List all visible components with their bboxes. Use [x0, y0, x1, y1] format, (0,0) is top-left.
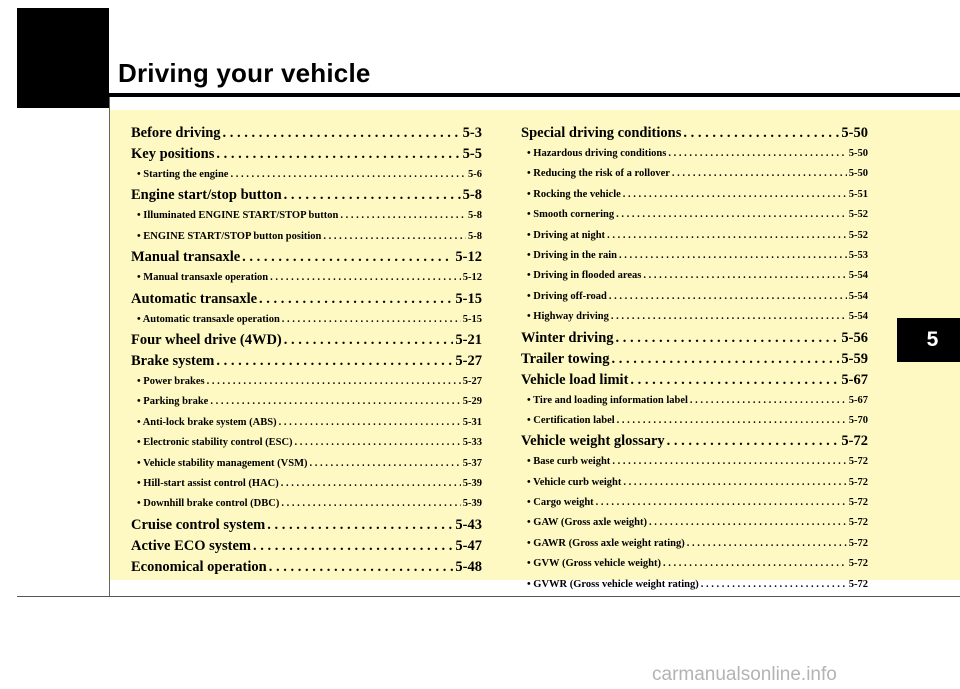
- toc-leader-dots: [611, 349, 839, 370]
- toc-entry-label: Vehicle load limit: [521, 371, 629, 388]
- toc-entry-page: 5-3: [462, 125, 482, 141]
- toc-leader-dots: [267, 515, 453, 536]
- toc-entry-label: Before driving: [131, 125, 221, 141]
- toc-section-entry[interactable]: [521, 123, 868, 144]
- toc-subsection-entry[interactable]: [131, 227, 482, 247]
- toc-leader-dots: [270, 268, 461, 288]
- toc-entry-page: 5-54: [848, 290, 868, 302]
- toc-entry-page: 5-31: [462, 416, 482, 428]
- toc-entry-page: 5-59: [841, 350, 868, 367]
- toc-leader-dots: [282, 310, 461, 330]
- left-vertical-rule: [109, 97, 110, 597]
- toc-entry-label: Cruise control system: [131, 516, 266, 533]
- toc-entry-label: • GAWR (Gross axle weight rating): [527, 537, 685, 549]
- toc-subsection-entry[interactable]: [521, 575, 868, 595]
- toc-entry-label: • Illuminated ENGINE START/STOP button: [137, 210, 339, 222]
- toc-entry-label: • Rocking the vehicle: [527, 188, 621, 200]
- toc-leader-dots: [663, 554, 847, 574]
- toc-leader-dots: [242, 247, 453, 268]
- toc-entry-label: Economical operation: [131, 558, 267, 575]
- toc-entry-page: 5-33: [462, 437, 482, 449]
- toc-entry-page: 5-43: [455, 516, 482, 533]
- toc-section-entry[interactable]: [521, 328, 868, 349]
- toc-section-entry[interactable]: [131, 536, 482, 557]
- toc-entry-page: 5-48: [455, 558, 482, 575]
- toc-subsection-entry[interactable]: [521, 144, 868, 164]
- toc-subsection-entry[interactable]: [521, 164, 868, 184]
- toc-leader-dots: [216, 144, 460, 165]
- toc-entry-label: Vehicle weight glossary: [521, 433, 665, 450]
- toc-subsection-entry[interactable]: [131, 372, 482, 392]
- toc-subsection-entry[interactable]: [521, 307, 868, 327]
- toc-subsection-entry[interactable]: [521, 246, 868, 266]
- toc-leader-dots: [683, 123, 839, 144]
- toc-subsection-entry[interactable]: [521, 185, 868, 205]
- toc-section-entry[interactable]: [131, 144, 482, 165]
- toc-entry-page: 5-53: [848, 249, 868, 261]
- toc-entry-label: • Parking brake: [137, 396, 209, 408]
- toc-entry-label: • Vehicle curb weight: [527, 476, 622, 488]
- toc-subsection-entry[interactable]: [131, 413, 482, 433]
- toc-leader-dots: [649, 513, 847, 533]
- toc-subsection-entry[interactable]: [521, 554, 868, 574]
- toc-entry-label: Brake system: [131, 352, 215, 369]
- toc-leader-dots: [612, 452, 846, 472]
- toc-entry-page: 5-47: [455, 537, 482, 554]
- toc-entry-page: 5-39: [462, 498, 482, 510]
- toc-entry-label: Four wheel drive (4WD): [131, 331, 282, 348]
- toc-entry-label: • Base curb weight: [527, 456, 611, 468]
- toc-entry-page: 5-72: [841, 433, 868, 450]
- toc-entry-page: 5-29: [462, 396, 482, 408]
- toc-entry-label: • Driving at night: [527, 229, 606, 241]
- toc-subsection-entry[interactable]: [521, 452, 868, 472]
- toc-entry-page: 5-8: [468, 230, 482, 242]
- toc-entry-label: • Driving off-road: [527, 290, 607, 302]
- toc-leader-dots: [253, 536, 453, 557]
- toc-entry-label: • Tire and loading information label: [527, 394, 688, 406]
- toc-entry-label: Special driving conditions: [521, 125, 682, 141]
- toc-entry-label: • ENGINE START/STOP button position: [137, 230, 322, 242]
- toc-leader-dots: [616, 205, 847, 225]
- toc-entry-label: • Certification label: [527, 414, 615, 426]
- toc-entry-page: 5-72: [848, 497, 868, 509]
- chapter-number: 5: [926, 328, 939, 351]
- toc-entry-page: 5-27: [455, 352, 482, 369]
- toc-leader-dots: [619, 246, 847, 266]
- toc-leader-dots: [230, 165, 466, 185]
- toc-section-entry[interactable]: [521, 431, 868, 452]
- toc-leader-dots: [295, 433, 461, 453]
- toc-entry-page: 5-12: [455, 249, 482, 266]
- toc-subsection-entry[interactable]: [131, 494, 482, 514]
- toc-entry-page: 5-72: [848, 537, 868, 549]
- toc-entry-label: • Smooth cornering: [527, 209, 615, 221]
- toc-subsection-entry[interactable]: [521, 493, 868, 513]
- toc-subsection-entry[interactable]: [131, 268, 482, 288]
- toc-subsection-entry[interactable]: [131, 206, 482, 226]
- toc-leader-dots: [259, 289, 453, 310]
- watermark: carmanualsonline.info: [652, 664, 837, 685]
- toc-entry-page: 5-6: [468, 169, 482, 180]
- toc-leader-dots: [701, 575, 847, 595]
- title-underline: [109, 93, 960, 97]
- toc-entry-page: 5-8: [468, 210, 482, 222]
- toc-subsection-entry[interactable]: [521, 226, 868, 246]
- toc-section-entry[interactable]: [131, 351, 482, 372]
- toc-entry-label: • Vehicle stability management (VSM): [137, 457, 308, 469]
- toc-subsection-entry[interactable]: [521, 205, 868, 225]
- bottom-rule: [17, 596, 960, 597]
- toc-entry-label: • Starting the engine: [137, 169, 229, 180]
- toc-entry-page: 5-51: [848, 188, 868, 200]
- toc-leader-dots: [323, 227, 466, 247]
- toc-entry-page: 5-37: [462, 457, 482, 469]
- toc-section-entry[interactable]: [521, 370, 868, 391]
- toc-entry-page: 5-39: [462, 477, 482, 489]
- toc-leader-dots: [210, 392, 460, 412]
- toc-entry-label: • GAW (Gross axle weight): [527, 517, 647, 529]
- toc-section-entry[interactable]: [521, 349, 868, 370]
- toc-subsection-entry[interactable]: [131, 392, 482, 412]
- toc-entry-page: 5-5: [462, 146, 482, 162]
- toc-entry-label: • Driving in flooded areas: [527, 270, 642, 282]
- toc-subsection-entry[interactable]: [521, 391, 868, 411]
- toc-leader-dots: [607, 226, 847, 246]
- toc-entry-page: 5-72: [848, 558, 868, 570]
- toc-leader-dots: [643, 266, 846, 286]
- toc-leader-dots: [279, 413, 461, 433]
- toc-entry-label: • Hazardous driving conditions: [527, 148, 667, 159]
- toc-entry-page: 5-50: [848, 168, 868, 180]
- toc-entry-label: Winter driving: [521, 329, 614, 346]
- toc-section-entry[interactable]: [131, 557, 482, 578]
- toc-entry-page: 5-8: [462, 187, 482, 204]
- toc-subsection-entry[interactable]: [521, 473, 868, 493]
- toc-entry-page: 5-15: [462, 313, 482, 325]
- toc-entry-page: 5-52: [848, 229, 868, 241]
- toc-leader-dots: [617, 411, 847, 431]
- toc-leader-dots: [630, 370, 839, 391]
- toc-entry-page: 5-21: [455, 331, 482, 348]
- toc-leader-dots: [281, 474, 461, 494]
- toc-entry-page: 5-67: [848, 394, 868, 406]
- toc-subsection-entry[interactable]: [521, 534, 868, 554]
- toc-entry-label: • Hill-start assist control (HAC): [137, 477, 279, 489]
- toc-right-column: [521, 123, 868, 595]
- toc-leader-dots: [667, 431, 840, 452]
- toc-leader-dots: [207, 372, 461, 392]
- toc-entry-label: Key positions: [131, 146, 215, 162]
- toc-leader-dots: [284, 330, 454, 351]
- toc-leader-dots: [216, 351, 453, 372]
- toc-entry-page: 5-72: [848, 517, 868, 529]
- toc-entry-label: • Anti-lock brake system (ABS): [137, 416, 277, 428]
- toc-subsection-entry[interactable]: [521, 513, 868, 533]
- toc-entry-page: 5-15: [455, 290, 482, 307]
- toc-subsection-entry[interactable]: [521, 411, 868, 431]
- toc-entry-label: • Driving in the rain: [527, 249, 618, 261]
- toc-entry-label: • Highway driving: [527, 311, 609, 323]
- toc-subsection-entry[interactable]: [131, 310, 482, 330]
- toc-leader-dots: [596, 493, 847, 513]
- toc-left-column: [131, 123, 482, 578]
- toc-entry-label: • Downhill brake control (DBC): [137, 498, 280, 510]
- toc-entry-page: 5-52: [848, 209, 868, 221]
- toc-subsection-entry[interactable]: [131, 433, 482, 453]
- toc-entry-page: 5-72: [848, 476, 868, 488]
- toc-entry-page: 5-54: [848, 270, 868, 282]
- toc-entry-label: • GVW (Gross vehicle weight): [527, 558, 661, 570]
- toc-entry-page: 5-54: [848, 311, 868, 323]
- toc-entry-label: Engine start/stop button: [131, 187, 282, 204]
- toc-entry-page: 5-67: [841, 371, 868, 388]
- toc-leader-dots: [609, 287, 847, 307]
- toc-leader-dots: [690, 391, 847, 411]
- toc-entry-page: 5-50: [848, 148, 868, 159]
- toc-section-entry[interactable]: [131, 515, 482, 536]
- toc-leader-dots: [269, 557, 454, 578]
- toc-section-entry[interactable]: [131, 289, 482, 310]
- toc-entry-page: 5-72: [848, 578, 868, 590]
- toc-entry-page: 5-72: [848, 456, 868, 468]
- toc-subsection-entry[interactable]: [131, 474, 482, 494]
- toc-entry-page: 5-27: [462, 375, 482, 387]
- toc-leader-dots: [616, 328, 840, 349]
- toc-entry-page: 5-70: [848, 414, 868, 426]
- toc-subsection-entry[interactable]: [521, 287, 868, 307]
- toc-leader-dots: [340, 206, 466, 226]
- page-title: Driving your vehicle: [118, 58, 371, 88]
- toc-section-entry[interactable]: [131, 185, 482, 206]
- toc-entry-label: Active ECO system: [131, 537, 252, 554]
- toc-leader-dots: [611, 307, 847, 327]
- toc-entry-label: Automatic transaxle: [131, 290, 258, 307]
- toc-subsection-entry[interactable]: [131, 454, 482, 474]
- toc-leader-dots: [687, 534, 847, 554]
- toc-entry-label: • Automatic transaxle operation: [137, 313, 280, 325]
- toc-entry-label: Manual transaxle: [131, 249, 241, 266]
- toc-entry-label: Trailer towing: [521, 350, 610, 367]
- toc-leader-dots: [668, 144, 846, 164]
- chapter-tab[interactable]: [897, 318, 960, 362]
- toc-entry-label: • GVWR (Gross vehicle weight rating): [527, 578, 699, 590]
- toc-entry-label: • Manual transaxle operation: [137, 272, 269, 284]
- toc-subsection-entry[interactable]: [131, 165, 482, 185]
- toc-leader-dots: [672, 164, 847, 184]
- toc-section-entry[interactable]: [131, 330, 482, 351]
- toc-entry-page: 5-56: [841, 329, 868, 346]
- toc-leader-dots: [281, 494, 460, 514]
- toc-section-entry[interactable]: [131, 247, 482, 268]
- corner-black-block: [17, 8, 109, 108]
- toc-entry-label: • Power brakes: [137, 375, 205, 387]
- toc-entry-page: 5-50: [841, 125, 868, 141]
- toc-leader-dots: [623, 473, 846, 493]
- toc-leader-dots: [623, 185, 847, 205]
- toc-leader-dots: [310, 454, 461, 474]
- toc-entry-label: • Electronic stability control (ESC): [137, 437, 293, 449]
- toc-subsection-entry[interactable]: [521, 266, 868, 286]
- toc-entry-page: 5-12: [462, 272, 482, 284]
- toc-leader-dots: [284, 185, 461, 206]
- toc-entry-label: • Cargo weight: [527, 497, 594, 509]
- toc-leader-dots: [223, 123, 461, 144]
- toc-entry-label: • Reducing the risk of a rollover: [527, 168, 670, 180]
- toc-section-entry[interactable]: [131, 123, 482, 144]
